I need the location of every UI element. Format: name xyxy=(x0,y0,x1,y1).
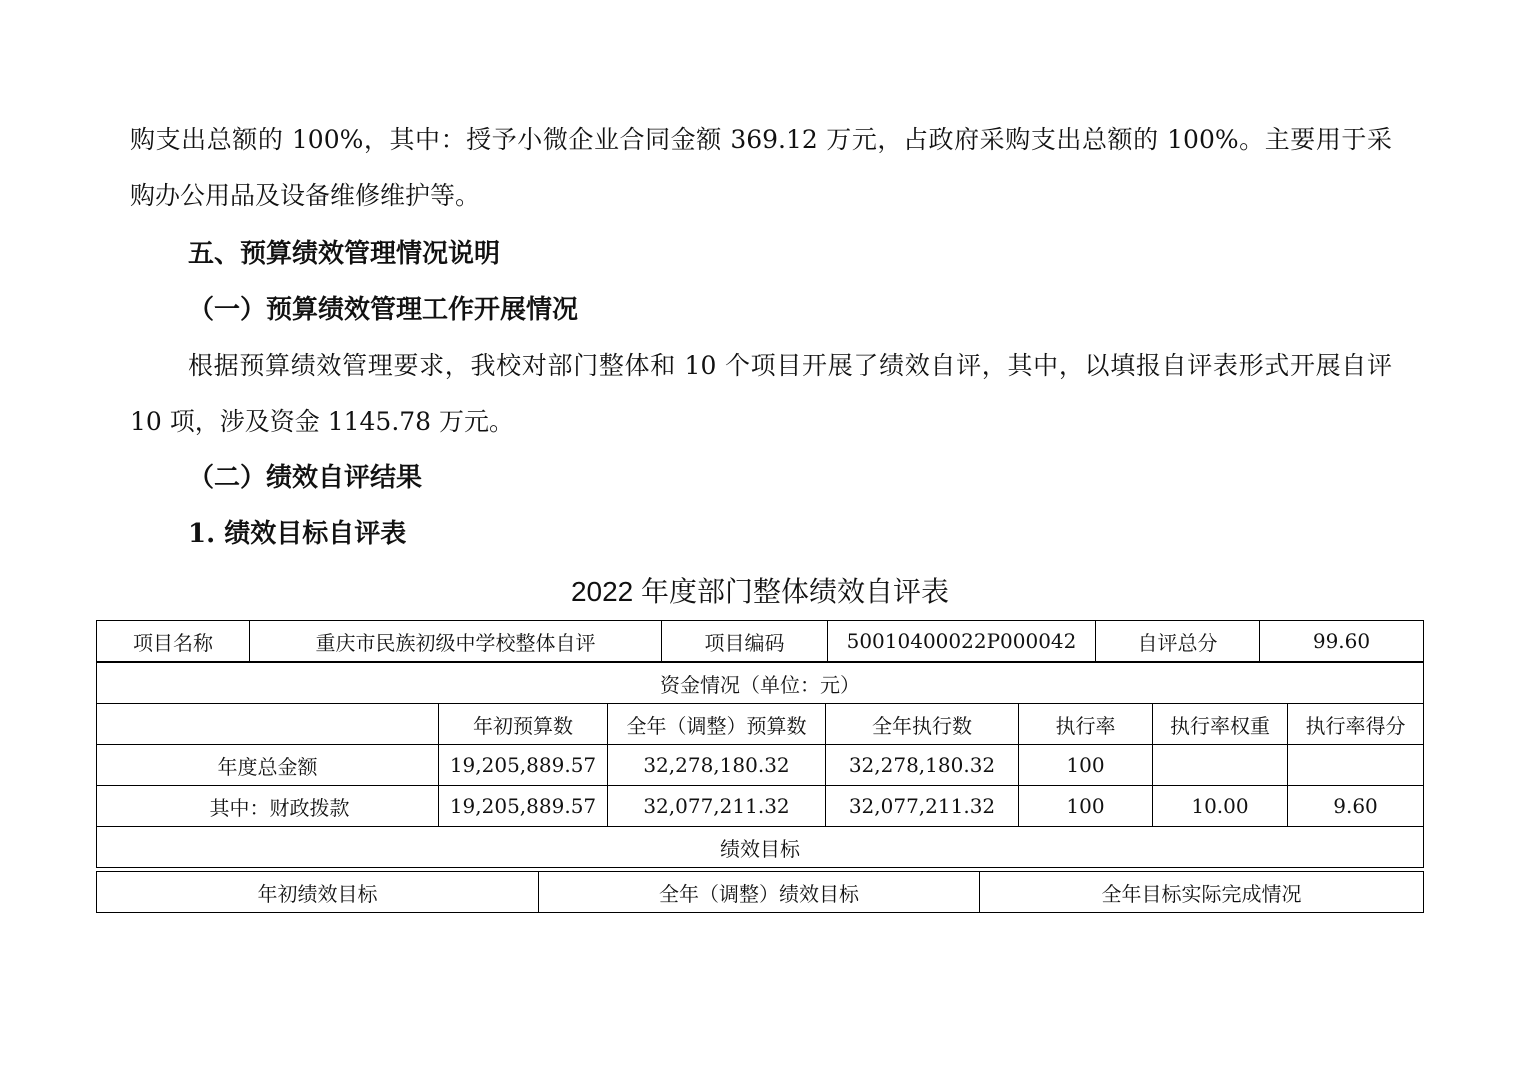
column-header: 执行率 xyxy=(1019,704,1153,745)
section-heading-budget-performance: 五、预算绩效管理情况说明 xyxy=(188,239,501,269)
subheading-goal-table: 1. 绩效目标自评表 xyxy=(188,519,407,549)
table-cell: 100 xyxy=(1019,745,1153,786)
project-name-value: 重庆市民族初级中学校整体自评 xyxy=(250,621,662,662)
table-cell: 10.00 xyxy=(1153,786,1288,827)
column-header xyxy=(97,704,439,745)
table-cell: 32,278,180.32 xyxy=(826,745,1019,786)
paragraph-procurement: 购支出总额的 100%，其中：授予小微企业合同金额 369.12 万元，占政府采购支出总额的 100%。主要用于采购办公用品及设备维修维护等。 xyxy=(130,125,1392,210)
table-row xyxy=(97,745,1424,786)
goal-column-header: 全年（调整）绩效目标 xyxy=(539,872,980,913)
column-header: 年初预算数 xyxy=(439,704,608,745)
subheading-performance-work: （一）预算绩效管理工作开展情况 xyxy=(188,295,579,325)
score-label: 自评总分 xyxy=(1096,621,1260,662)
goals-header: 绩效目标 xyxy=(97,827,1424,868)
table-cell: 其中：财政拨款 xyxy=(97,786,439,827)
table-cell: 年度总金额 xyxy=(97,745,439,786)
table-cell xyxy=(1153,745,1288,786)
subheading-self-eval-results: （二）绩效自评结果 xyxy=(188,463,423,493)
project-info-table xyxy=(96,620,1424,662)
project-name-label: 项目名称 xyxy=(97,621,250,662)
table-cell: 32,077,211.32 xyxy=(608,786,826,827)
table-cell: 19,205,889.57 xyxy=(439,786,608,827)
score-value: 99.60 xyxy=(1260,621,1424,662)
table-cell: 100 xyxy=(1019,786,1153,827)
table-cell: 9.60 xyxy=(1288,786,1424,827)
project-code-label: 项目编码 xyxy=(662,621,828,662)
goal-column-header: 年初绩效目标 xyxy=(97,872,539,913)
table-header-row xyxy=(97,704,1424,745)
table-cell: 32,278,180.32 xyxy=(608,745,826,786)
table-cell: 32,077,211.32 xyxy=(826,786,1019,827)
column-header: 全年执行数 xyxy=(826,704,1019,745)
goal-column-header: 全年目标实际完成情况 xyxy=(980,872,1424,913)
table-cell xyxy=(1288,745,1424,786)
table-header-row xyxy=(97,872,1424,913)
table-row xyxy=(97,621,1424,662)
column-header: 执行率权重 xyxy=(1153,704,1288,745)
project-code-value: 50010400022P000042 xyxy=(828,621,1096,662)
table-title: 2022 年度部门整体绩效自评表 xyxy=(570,576,950,607)
goals-table xyxy=(96,871,1424,913)
paragraph-self-evaluation: 根据预算绩效管理要求，我校对部门整体和 10 个项目开展了绩效自评，其中，以填报自评表形式开展自评 10 项，涉及资金 1145.78 万元。 xyxy=(130,351,1392,436)
table-row xyxy=(97,786,1424,827)
column-header: 执行率得分 xyxy=(1288,704,1424,745)
funds-header: 资金情况（单位：元） xyxy=(97,663,1424,704)
column-header: 全年（调整）预算数 xyxy=(608,704,826,745)
table-row xyxy=(97,663,1424,704)
funds-table xyxy=(96,662,1424,868)
table-cell: 19,205,889.57 xyxy=(439,745,608,786)
table-row xyxy=(97,827,1424,868)
